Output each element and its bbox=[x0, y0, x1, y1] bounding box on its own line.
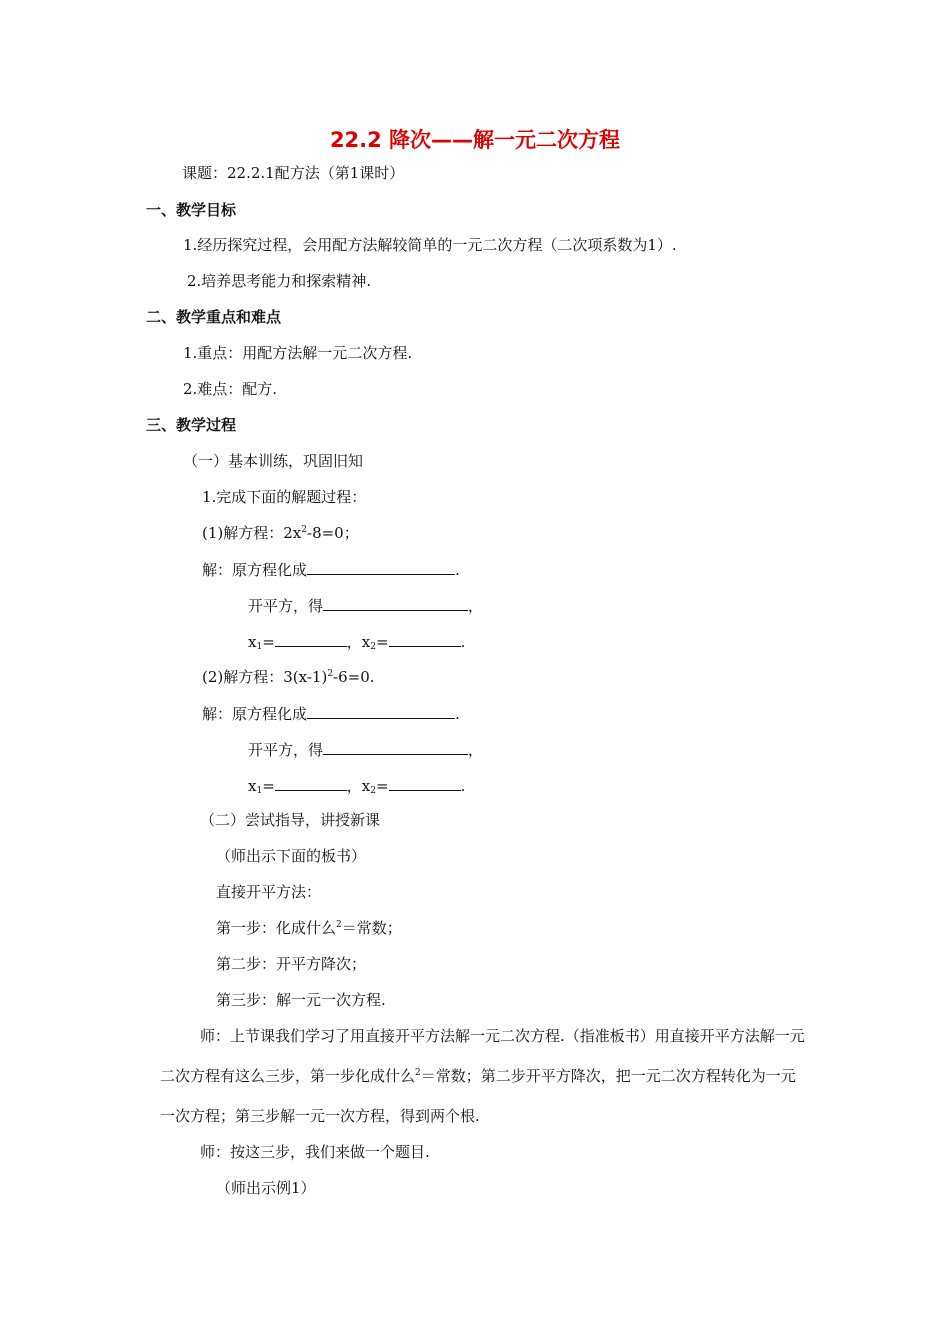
part-one-heading: （一）基本训练，巩固旧知 bbox=[183, 452, 364, 470]
subscript: 1 bbox=[256, 786, 263, 796]
question-text: (1)解方程：2x bbox=[202, 524, 302, 542]
answer-blank[interactable] bbox=[307, 559, 455, 575]
equals: = bbox=[376, 777, 389, 795]
exercise-instruction: 1.完成下面的解题过程： bbox=[202, 488, 367, 506]
sqrt-label: 开平方，得 bbox=[248, 741, 324, 759]
variable: x bbox=[248, 777, 257, 795]
solve-label: 解：原方程化成 bbox=[202, 561, 308, 579]
sqrt-step-line bbox=[248, 595, 483, 616]
question-text: -6=0. bbox=[333, 668, 375, 686]
variable: x bbox=[361, 633, 371, 651]
paragraph-text: 师：上节课我们学习了用直接开平方法解一元二次方程.（指准板书）用直接开平方法解一元二次方程有这么三步，第一步化成什么 bbox=[160, 1027, 805, 1085]
roots-line bbox=[248, 631, 465, 652]
key-point-item: 1.重点：用配方法解一元二次方程. bbox=[183, 344, 413, 362]
section-heading-objectives: 一、教学目标 bbox=[146, 201, 237, 219]
method-step bbox=[216, 918, 402, 938]
punctuation: . bbox=[455, 561, 460, 579]
roots-line bbox=[248, 775, 465, 796]
objective-item: 2.培养思考能力和探索精神. bbox=[187, 272, 372, 290]
teacher-explanation-paragraph bbox=[160, 1016, 810, 1136]
method-name: 直接开平方法： bbox=[216, 883, 322, 901]
punctuation: ， bbox=[346, 633, 362, 651]
punctuation: . bbox=[460, 777, 466, 795]
exponent: 2 bbox=[327, 669, 334, 679]
variable: x bbox=[361, 777, 371, 795]
answer-blank[interactable] bbox=[307, 703, 455, 719]
punctuation: . bbox=[460, 633, 466, 651]
objective-item: 1.经历探究过程，会用配方法解较简单的一元二次方程（二次项系数为1）. bbox=[183, 236, 677, 254]
lesson-topic: 课题：22.2.1配方法（第1课时） bbox=[182, 164, 405, 182]
equals: = bbox=[376, 633, 389, 651]
exponent: 2 bbox=[415, 1068, 421, 1078]
exponent: 2 bbox=[336, 920, 342, 930]
step-text: 第一步：化成什么 bbox=[216, 919, 337, 937]
answer-blank[interactable] bbox=[275, 775, 347, 791]
question-text: (2)解方程：3(x-1) bbox=[202, 668, 328, 686]
subscript: 2 bbox=[370, 786, 376, 796]
section-heading-key-points: 二、教学重点和难点 bbox=[146, 308, 282, 326]
key-point-item: 2.难点：配方. bbox=[183, 380, 278, 398]
punctuation: ， bbox=[346, 777, 362, 795]
teacher-note: （师出示例1） bbox=[216, 1179, 316, 1197]
answer-blank[interactable] bbox=[323, 595, 468, 611]
answer-blank[interactable] bbox=[323, 739, 468, 755]
answer-blank[interactable] bbox=[389, 631, 461, 647]
question-text: -8=0； bbox=[307, 524, 359, 542]
teacher-statement: 师：按这三步，我们来做一个题目. bbox=[200, 1143, 430, 1161]
punctuation: . bbox=[455, 705, 460, 723]
answer-blank[interactable] bbox=[275, 631, 347, 647]
exponent: 2 bbox=[301, 525, 307, 535]
method-step: 第二步：开平方降次； bbox=[216, 955, 367, 973]
subscript: 1 bbox=[256, 642, 263, 652]
document-title: 22.2 降次——解一元二次方程 bbox=[329, 128, 621, 152]
solve-step-line bbox=[202, 703, 460, 724]
paragraph-text: ＝常数；第二步开平方降次，把一元二次方程转化为一元一次方程；第三步解一元一次方程，得到两个根. bbox=[160, 1067, 796, 1125]
part-two-heading: （二）尝试指导，讲授新课 bbox=[200, 811, 381, 829]
teacher-note: （师出示下面的板书） bbox=[216, 847, 367, 865]
sqrt-step-line bbox=[248, 739, 483, 760]
subscript: 2 bbox=[370, 642, 376, 652]
answer-blank[interactable] bbox=[389, 775, 461, 791]
question-two bbox=[202, 667, 375, 687]
solve-label: 解：原方程化成 bbox=[202, 705, 308, 723]
sqrt-label: 开平方，得 bbox=[248, 597, 324, 615]
step-text: ＝常数； bbox=[341, 919, 402, 937]
variable: x bbox=[248, 633, 257, 651]
solve-step-line bbox=[202, 559, 460, 580]
punctuation: ， bbox=[468, 597, 484, 615]
question-one bbox=[202, 523, 359, 543]
equals: = bbox=[262, 633, 275, 651]
section-heading-process: 三、教学过程 bbox=[146, 416, 237, 434]
method-step: 第三步：解一元一次方程. bbox=[216, 991, 386, 1009]
punctuation: ， bbox=[468, 741, 484, 759]
equals: = bbox=[262, 777, 275, 795]
